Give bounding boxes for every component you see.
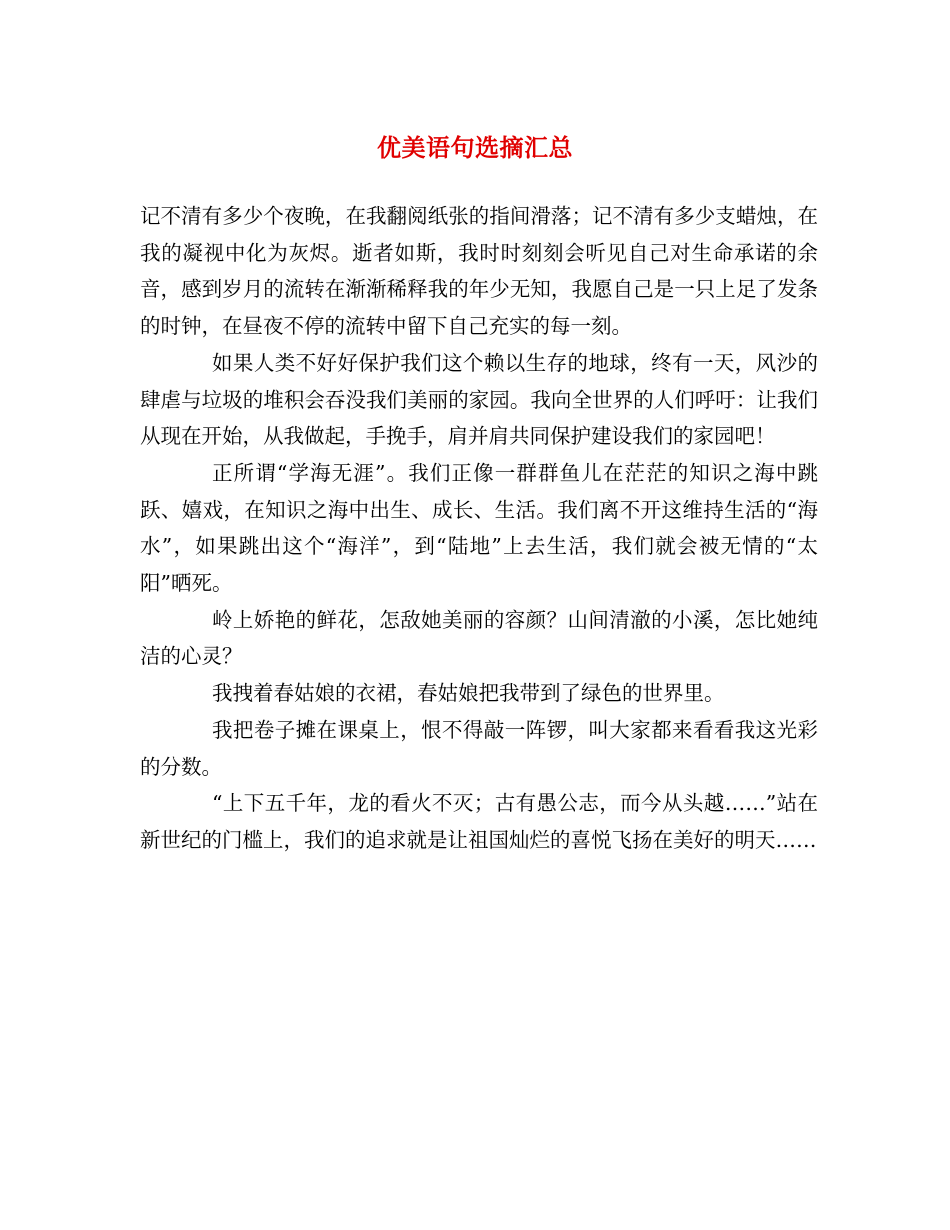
document-body (140, 198, 818, 859)
paragraph-6: 我把卷子摊在课桌上，恨不得敲一阵锣，叫大家都来看看我这光彩的分数。 (140, 717, 818, 779)
paragraph-3: 正所谓“学海无涯”。我们正像一群群鱼儿在茫茫的知识之海中跳跃、嬉戏，在知识之海中出生、成长、生活。我们离不开这维持生活的“海水”，如果跳出这个“海洋”，到“陆地”上去生活，我们就会被无情的“太阳”晒死。 (140, 460, 818, 596)
paragraph-7: “上下五千年，龙的看火不灭；古有愚公志，而今从头越……”站在新世纪的门槛上，我们的追求就是让祖国灿烂的喜悦飞扬在美好的明天…… (140, 791, 818, 852)
paragraph-1: 记不清有多少个夜晚，在我翻阅纸张的指间滑落；记不清有多少支蜡烛，在我的凝视中化为灰烬。逝者如斯，我时时刻刻会听见自己对生命承诺的余音，感到岁月的流转在渐渐稀释我的年少无知，我愿自己是一只上足了发条的时钟，在昼夜不停的流转中留下自己充实的每一刻。 (140, 204, 818, 339)
paragraph-2: 如果人类不好好保护我们这个赖以生存的地球，终有一天，风沙的肆虐与垃圾的堆积会吞没我们美丽的家园。我向全世界的人们呼吁：让我们从现在开始，从我做起，手挽手，肩并肩共同保护建设我们的家园吧！ (140, 350, 818, 449)
paragraph-5: 我拽着春姑娘的衣裙，春姑娘把我带到了绿色的世界里。 (212, 681, 725, 706)
document-title: 优美语句选摘汇总 (377, 133, 573, 162)
paragraph-4: 岭上娇艳的鲜花，怎敌她美丽的容颜？山间清澈的小溪，怎比她纯洁的心灵？ (140, 607, 818, 669)
